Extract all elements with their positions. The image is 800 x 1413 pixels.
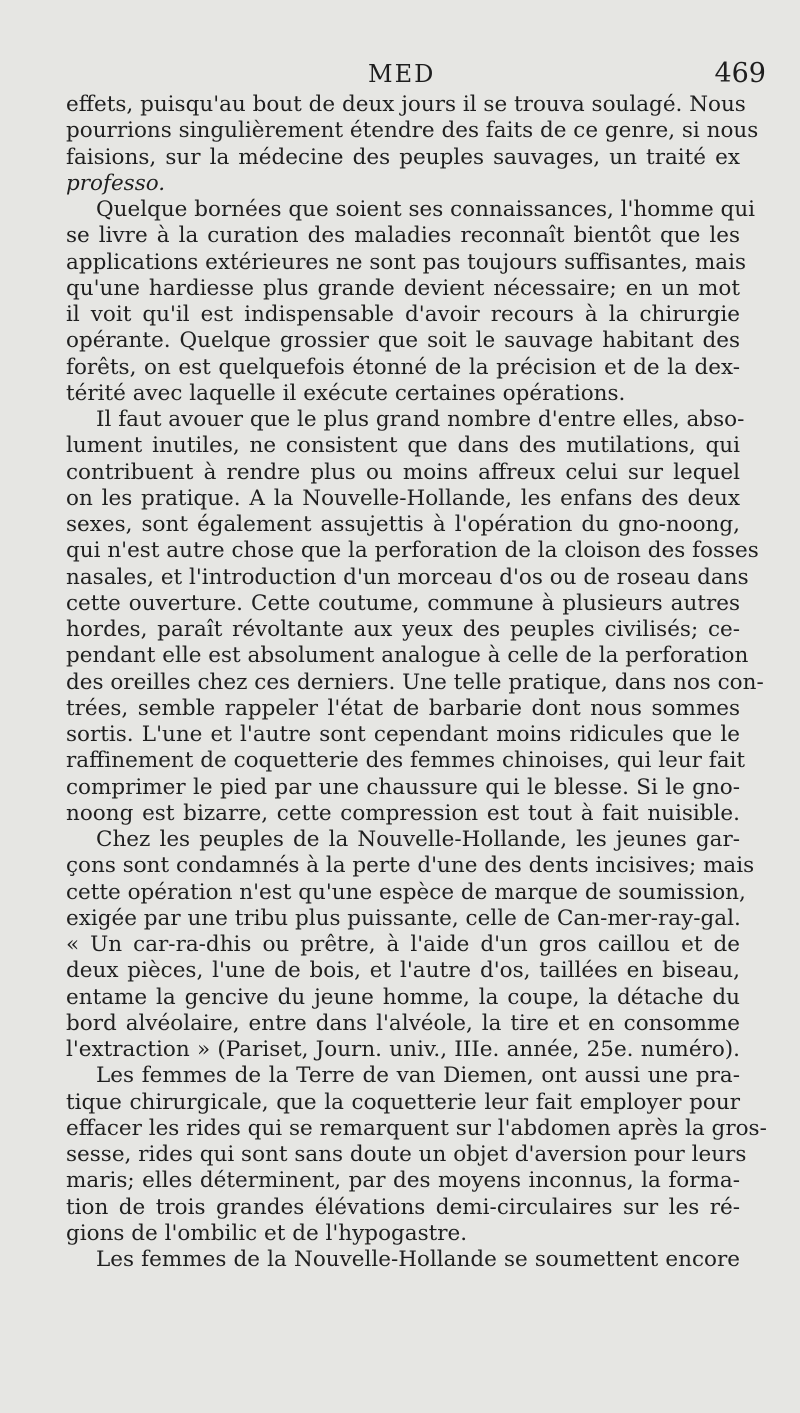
text-line: gions de l'ombilic et de l'hypogastre. bbox=[66, 1220, 468, 1246]
text-line: contribuent à rendre plus ou moins affreux celui sur lequel bbox=[66, 459, 740, 485]
text-line: maris; elles déterminent, par des moyens inconnus, la forma- bbox=[66, 1168, 740, 1194]
running-header bbox=[0, 56, 800, 96]
text-line: se livre à la curation des maladies reconnaît bientôt que les bbox=[66, 223, 740, 249]
text-line: Il faut avouer que le plus grand nombre d'entre elles, abso- bbox=[96, 407, 745, 432]
text-line: forêts, on est quelquefois étonné de la précision et de la dex- bbox=[66, 354, 740, 380]
text-line-segment: faisions, sur la médecine des peuples sauvages, un traité ex bbox=[66, 144, 740, 170]
text-line: noong est bizarre, cette compression est tout à fait nuisible. bbox=[66, 800, 740, 826]
text-line: il voit qu'il est indispensable d'avoir recours à la chirurgie bbox=[66, 302, 740, 327]
text-line: tique chirurgicale, que la coquetterie leur fait employer pour bbox=[66, 1089, 740, 1115]
paragraph bbox=[66, 407, 764, 827]
text-line: effets, puisqu'au bout de deux jours il se trouva soulagé. Nous bbox=[66, 92, 746, 117]
text-line: professo. bbox=[66, 170, 166, 196]
text-line: cette ouverture. Cette coutume, commune à plusieurs autres bbox=[66, 590, 740, 616]
text-line: sortis. L'une et l'autre sont cependant moins ridicules que le bbox=[66, 722, 740, 747]
paragraph bbox=[66, 197, 756, 407]
text-line: çons sont condamnés à la perte d'une des dents incisives; mais bbox=[66, 853, 755, 879]
paragraph bbox=[66, 92, 759, 197]
text-line: « Un car-ra-dhis ou prêtre, à l'aide d'un gros caillou et de bbox=[66, 932, 740, 957]
text-line: exigée par une tribu plus puissante, celle de Can-mer-ray-gal. bbox=[66, 905, 741, 931]
text-line: comprimer le pied par une chaussure qui le blesse. Si le gno- bbox=[66, 774, 740, 800]
text-line: Quelque bornées que soient ses connaissances, l'homme qui bbox=[96, 197, 756, 222]
text-line: sesse, rides qui sont sans doute un objet d'aversion pour leurs bbox=[66, 1142, 747, 1167]
page-number: 469 bbox=[714, 58, 766, 89]
text-line: qu'une hardiesse plus grande devient nécessaire; en un mot bbox=[66, 275, 740, 301]
text-line: deux pièces, l'une de bois, et l'autre d'os, taillées en biseau, bbox=[66, 958, 740, 984]
text-line: pendant elle est absolument analogue à celle de la perforation bbox=[66, 643, 749, 669]
text-line: trées, semble rappeler l'état de barbarie dont nous sommes bbox=[66, 695, 740, 721]
running-head-title: MED bbox=[368, 60, 436, 88]
text-line: des oreilles chez ces derniers. Une telle pratique, dans nos con- bbox=[66, 669, 764, 695]
text-line: Chez les peuples de la Nouvelle-Hollande, les jeunes gar- bbox=[96, 827, 740, 852]
text-line: raffinement de coquetterie des femmes chinoises, qui leur fait bbox=[66, 748, 746, 774]
text-line: cette opération n'est qu'une espèce de marque de soumission, bbox=[66, 879, 746, 905]
text-line: l'extraction » (Pariset, Journ. univ., IIIe. année, 25e. numéro). bbox=[66, 1037, 740, 1062]
text-line: sexes, sont également assujettis à l'opération du gno-noong, bbox=[66, 512, 740, 537]
text-line: térité avec laquelle il exécute certaines opérations. bbox=[66, 380, 626, 406]
paragraph bbox=[66, 827, 755, 1063]
text-line: bord alvéolaire, entre dans l'alvéole, la tire et en consomme bbox=[66, 1010, 740, 1036]
text-line: entame la gencive du jeune homme, la coupe, la détache du bbox=[66, 984, 740, 1010]
page-body bbox=[66, 92, 767, 1273]
text-line: lument inutiles, ne consistent que dans des mutilations, qui bbox=[66, 433, 740, 459]
text-line: qui n'est autre chose que la perforation de la cloison des fosses bbox=[66, 538, 759, 564]
text-line: Les femmes de la Terre de van Diemen, ont aussi une pra- bbox=[96, 1063, 740, 1089]
text-line bbox=[66, 145, 740, 171]
text-line: opérante. Quelque grossier que soit le sauvage habitant des bbox=[66, 328, 740, 354]
text-line: on les pratique. A la Nouvelle-Hollande, les enfans des deux bbox=[66, 485, 740, 511]
text-line: pourrions singulièrement étendre des faits de ce genre, si nous bbox=[66, 118, 759, 144]
text-line: hordes, paraît révoltante aux yeux des peuples civilisés; ce- bbox=[66, 617, 740, 642]
paragraph bbox=[66, 1063, 767, 1247]
text-line: tion de trois grandes élévations demi-circulaires sur les ré- bbox=[66, 1194, 740, 1220]
text-line: nasales, et l'introduction d'un morceau d'os ou de roseau dans bbox=[66, 564, 749, 590]
text-line: effacer les rides qui se remarquent sur l'abdomen après la gros- bbox=[66, 1115, 767, 1141]
text-line: Les femmes de la Nouvelle-Hollande se soumettent encore bbox=[96, 1247, 740, 1272]
paragraph bbox=[66, 1247, 740, 1273]
text-line: applications extérieures ne sont pas toujours suffisantes, mais bbox=[66, 249, 747, 275]
